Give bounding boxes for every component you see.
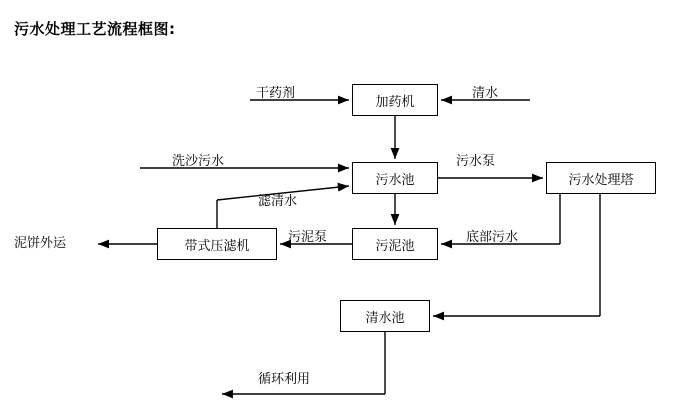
node-label: 加药机 — [375, 94, 415, 110]
page-title: 污水处理工艺流程框图: — [14, 20, 176, 38]
edge-label-mud-cake-out: 泥饼外运 — [14, 236, 67, 251]
node-label: 清水池 — [365, 310, 405, 326]
edge-label-filtrate: 滤清水 — [258, 194, 298, 209]
edge-label-sewage-pump: 污水泵 — [456, 154, 496, 169]
edge-label-bottom-sewage: 底部污水 — [466, 230, 519, 245]
edge-label-sand-wash-sewage: 洗沙污水 — [172, 154, 225, 169]
node-belt-filter-press[interactable] — [157, 228, 277, 260]
node-sludge-pool[interactable] — [352, 228, 438, 260]
node-treatment-tower[interactable] — [546, 162, 656, 194]
node-clean-water-pool[interactable] — [340, 300, 430, 332]
node-label: 污泥池 — [375, 238, 415, 254]
node-label: 污水池 — [375, 172, 415, 188]
edge-label-clean-water: 清水 — [472, 86, 499, 101]
edge-label-dry-agent: 干药剂 — [256, 86, 296, 101]
node-label: 污水处理塔 — [568, 172, 634, 188]
node-label: 带式压滤机 — [184, 238, 250, 254]
node-dosing-machine[interactable] — [352, 84, 438, 116]
edge-label-sludge-pump: 污泥泵 — [288, 230, 328, 245]
edge-label-recycle-use: 循环利用 — [258, 372, 311, 387]
node-sewage-pool[interactable] — [352, 162, 438, 194]
